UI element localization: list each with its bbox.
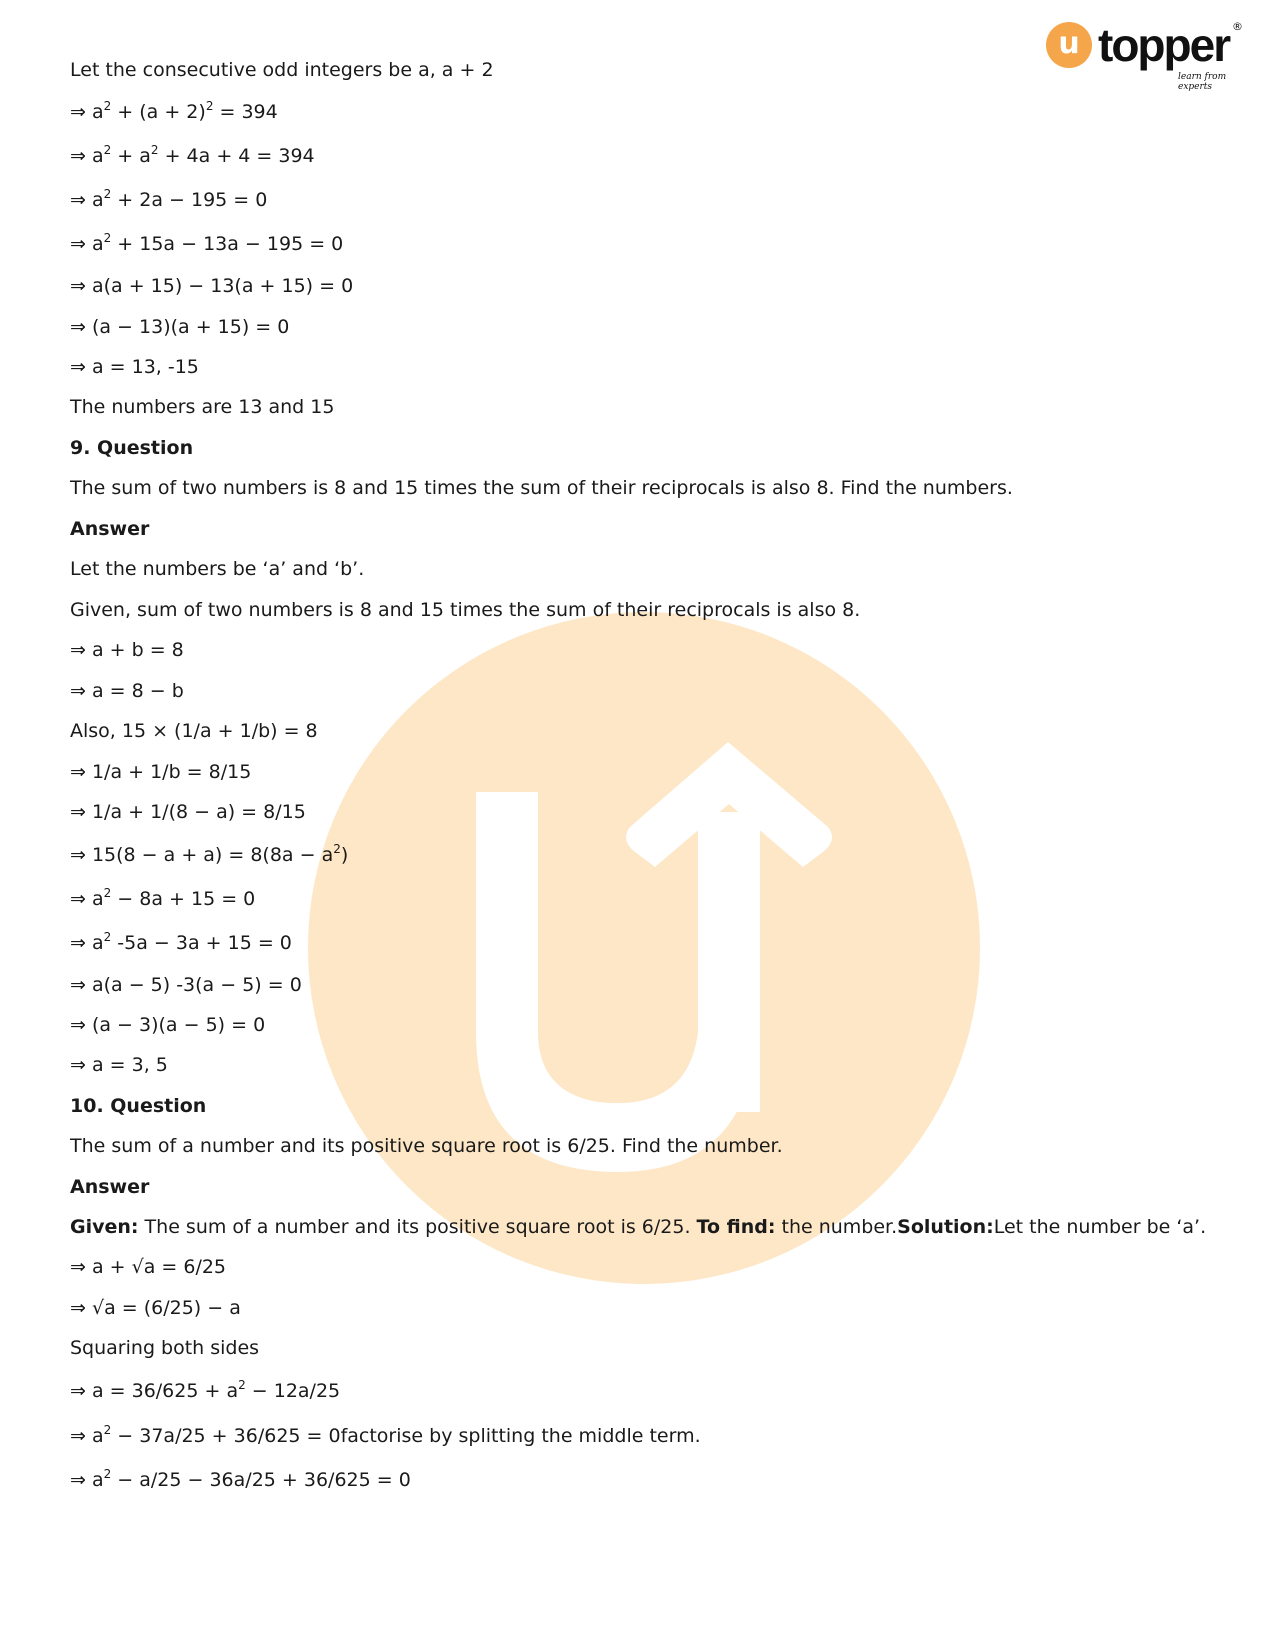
answer-heading: Answer — [70, 1176, 150, 1198]
equation-line: ⇒ a = 8 − b — [70, 680, 184, 702]
text-line: Let the numbers be ‘a’ and ‘b’. — [70, 558, 365, 580]
equation-line: ⇒ a = 13, -15 — [70, 356, 199, 378]
logo-tagline: learn from experts — [1178, 72, 1227, 92]
equation-line: ⇒ $a^2$ -5a − 3a + 15 = 0 — [70, 930, 292, 954]
question-text: The sum of a number and its positive square root is 6/25. Find the number. — [70, 1135, 783, 1157]
topper-logo-text: topper — [1098, 19, 1230, 71]
equation-line: ⇒ a = 3, 5 — [70, 1054, 168, 1076]
text-line: The numbers are 13 and 15 — [70, 396, 335, 418]
equation-line: ⇒ a + b = 8 — [70, 639, 184, 661]
question-heading: 9. Question — [70, 437, 194, 459]
registered-mark: ® — [1232, 20, 1243, 33]
equation-line: ⇒ $a^2 - 37a/25 + 36/625$ = 0factorise by splitting the middle term. — [70, 1423, 701, 1447]
equation-line: ⇒ 1/a + 1/(8 − a) = 8/15 — [70, 801, 306, 823]
question-text: The sum of two numbers is 8 and 15 times the sum of their reciprocals is also 8. Find the numbers. — [70, 477, 1013, 499]
equation-line: ⇒ $a^2 + 15a - 13a - 195 = 0$ — [70, 231, 344, 255]
topper-logo-icon: u — [1046, 22, 1092, 68]
equation-line: ⇒ $a^2 + (a + 2)^2 = 394$ — [70, 99, 278, 123]
question-heading: 10. Question — [70, 1095, 207, 1117]
equation-line: ⇒ a(a + 15) − 13(a + 15) = 0 — [70, 275, 354, 297]
equation-line: ⇒ (a − 13)(a + 15) = 0 — [70, 316, 290, 338]
text-line: Given, sum of two numbers is 8 and 15 times the sum of their reciprocals is also 8. — [70, 599, 861, 621]
equation-line: ⇒ (a − 3)(a − 5) = 0 — [70, 1014, 266, 1036]
equation-line: ⇒ $a = 36/625 + a^2 - 12a/25$ — [70, 1378, 341, 1402]
equation-line: ⇒ $a^2 - a/25 - 36a/25 + 36/625 = 0$ — [70, 1467, 411, 1491]
answer-heading: Answer — [70, 518, 150, 540]
equation-line: ⇒ a + √a = 6/25 — [70, 1256, 227, 1278]
equation-line: Also, 15 × (1/a + 1/b) = 8 — [70, 720, 318, 742]
topper-watermark-logo — [308, 612, 980, 1284]
equation-line: ⇒ a(a − 5) -3(a − 5) = 0 — [70, 974, 302, 996]
equation-line: ⇒ $a^2 + 2a - 195 = 0$ — [70, 187, 268, 211]
equation-line: ⇒ $15(8 - a + a) = 8(8a - a^2)$ — [70, 842, 349, 866]
text-line: Squaring both sides — [70, 1337, 260, 1359]
text-line: Let the consecutive odd integers be a, a + 2 — [70, 59, 494, 81]
topper-logo — [1046, 18, 1246, 92]
equation-line: ⇒ $a^2 + a^2 + 4a + 4 = 394$ — [70, 143, 315, 167]
equation-line: ⇒ 1/a + 1/b = 8/15 — [70, 761, 252, 783]
solution-summary-line: Given: The sum of a number and its positive square root is 6/25. To find: the number.Solution:Let the number be ‘a’. — [70, 1216, 1207, 1238]
equation-line: ⇒ $a^2 - 8a + 15 = 0$ — [70, 886, 256, 910]
equation-line: ⇒ √a = (6/25) − a — [70, 1297, 241, 1319]
